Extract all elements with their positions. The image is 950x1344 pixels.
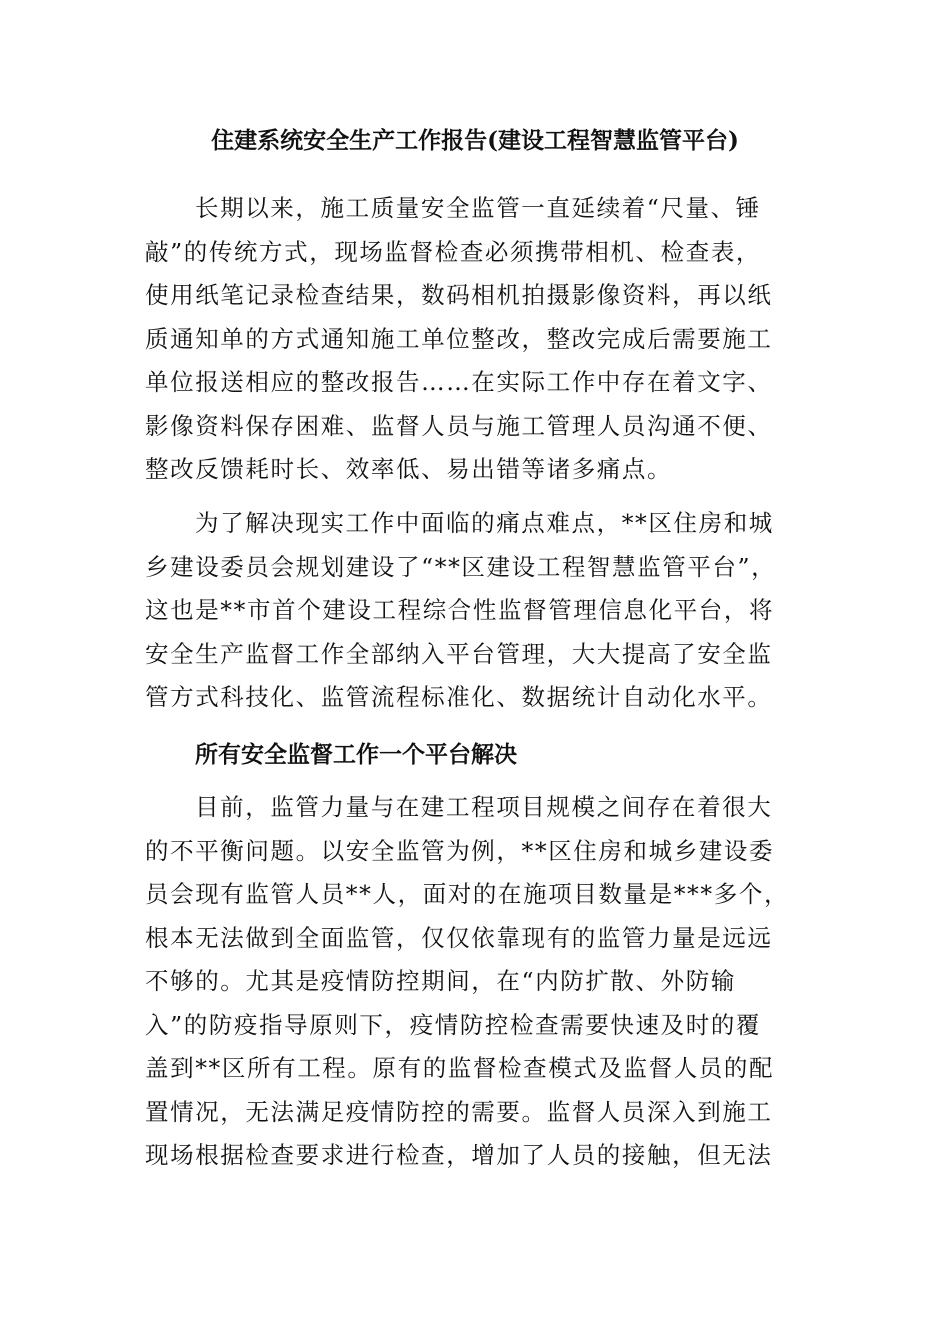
paragraph-line: 入”的防疫指导原则下，疫情防控检查需要快速及时的覆 (145, 1010, 762, 1039)
paragraph-line: 的不平衡问题。以安全监管为例，**区住房和城乡建设委 (145, 836, 775, 865)
paragraph-line: 盖到**区所有工程。原有的监督检查模式及监督人员的配 (145, 1054, 775, 1082)
paragraph-line: 影像资料保存困难、监督人员与施工管理人员沟通不便、 (145, 411, 773, 440)
paragraph-2 (145, 502, 825, 720)
paragraph-line: 安全生产监督工作全部纳入平台管理，大大提高了安全监 (145, 639, 773, 668)
paragraph-line: 根本无法做到全面监管，仅仅依靠现有的监管力量是远远 (145, 923, 773, 952)
paragraph-line: 整改反馈耗时长、效率低、易出错等诸多痛点。 (145, 455, 673, 483)
document-title: 住建系统安全生产工作报告(建设工程智慧监管平台) (211, 127, 739, 154)
paragraph-line: 敲”的传统方式，现场监督检查必须携带相机、检查表， (145, 237, 762, 266)
paragraph-3 (145, 786, 825, 1178)
paragraph-line: 为了解决现实工作中面临的痛点难点，**区住房和城 (195, 509, 774, 537)
paragraph-line: 管方式科技化、监管流程标准化、数据统计自动化水平。 (145, 683, 773, 711)
paragraph-1 (145, 187, 825, 492)
paragraph-line: 这也是**市首个建设工程综合性监督管理信息化平台，将 (145, 596, 775, 624)
paragraph-line: 使用纸笔记录检查结果，数码相机拍摄影像资料，再以纸 (145, 281, 773, 309)
paragraph-line: 员会现有监管人员**人，面对的在施项目数量是***多个， (145, 880, 790, 908)
paragraph-line: 置情况，无法满足疫情防控的需要。监督人员深入到施工 (145, 1097, 773, 1126)
paragraph-line: 质通知单的方式通知施工单位整改，整改完成后需要施工 (145, 324, 773, 353)
section-heading: 所有安全监督工作一个平台解决 (195, 741, 517, 768)
paragraph-line: 长期以来，施工质量安全监管一直延续着“尺量、锤 (195, 194, 761, 222)
paragraph-line: 目前，监管力量与在建工程项目规模之间存在着很大 (195, 793, 773, 821)
paragraph-line: 单位报送相应的整改报告……在实际工作中存在着文字、 (145, 368, 773, 396)
paragraph-line: 不够的。尤其是疫情防控期间，在“内防扩散、外防输 (145, 967, 736, 995)
paragraph-line: 乡建设委员会规划建设了“**区建设工程智慧监管平台”， (145, 552, 777, 581)
paragraph-line: 现场根据检查要求进行检查，增加了人员的接触，但无法 (145, 1141, 773, 1169)
